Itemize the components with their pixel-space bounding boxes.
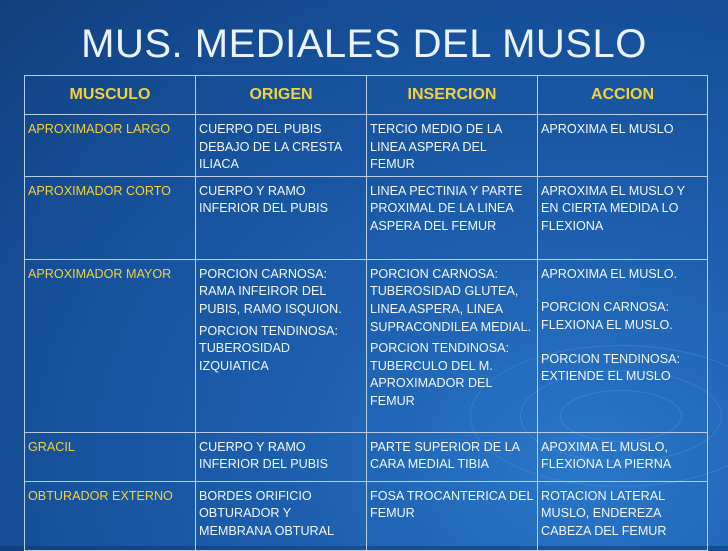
cell-text: CUERPO Y RAMO INFERIOR DEL PUBIS <box>199 439 328 472</box>
cell-musculo <box>25 176 196 259</box>
table-row <box>25 481 708 550</box>
cell-text: BORDES ORIFICIO OBTURADOR Y MEMBRANA OBTURAL <box>199 488 335 538</box>
cell-text: GRACIL <box>28 439 75 454</box>
cell-text: PORCION TENDINOSA: TUBERCULO DEL M. APROXIMADOR DEL FEMUR <box>370 341 510 408</box>
table-row <box>25 115 708 177</box>
table-row <box>25 259 708 432</box>
cell-text: LINEA PECTINIA Y PARTE PROXIMAL DE LA LINEA ASPERA DEL FEMUR <box>370 183 523 233</box>
cell-text: APROXIMA EL MUSLO <box>541 122 674 136</box>
cell-accion <box>538 432 708 481</box>
cell-text: APOXIMA EL MUSLO, FLEXIONA LA PIERNA <box>541 439 672 472</box>
cell-origen <box>196 259 367 432</box>
cell-insercion <box>367 259 538 432</box>
cell-accion <box>538 481 708 550</box>
cell-insercion <box>367 176 538 259</box>
header-accion: ACCION <box>538 76 708 115</box>
muscle-table <box>24 75 708 551</box>
cell-text: FOSA TROCANTERICA DEL FEMUR <box>370 488 534 521</box>
cell-text: APROXIMA EL MUSLO Y EN CIERTA MEDIDA LO FLEXIONA <box>541 183 685 233</box>
header-origen: ORIGEN <box>196 76 367 115</box>
cell-text: APROXIMADOR MAYOR <box>28 266 172 281</box>
cell-text: CUERPO DEL PUBIS DEBAJO DE LA CRESTA ILIACA <box>199 122 342 172</box>
cell-origen <box>196 115 367 177</box>
table-row <box>25 432 708 481</box>
cell-origen <box>196 481 367 550</box>
cell-text: APROXIMADOR CORTO <box>28 183 171 198</box>
cell-text: OBTURADOR EXTERNO <box>28 488 173 503</box>
cell-musculo <box>25 259 196 432</box>
cell-text: PORCION CARNOSA: FLEXIONA EL MUSLO. <box>541 300 673 332</box>
cell-insercion <box>367 115 538 177</box>
cell-text: PARTE SUPERIOR DE LA CARA MEDIAL TIBIA <box>370 439 520 472</box>
cell-text: PORCION TENDINOSA: EXTIENDE EL MUSLO <box>541 351 681 384</box>
cell-text: CUERPO Y RAMO INFERIOR DEL PUBIS <box>199 183 328 216</box>
cell-musculo <box>25 432 196 481</box>
cell-text: APROXIMADOR LARGO <box>28 122 171 136</box>
cell-origen <box>196 176 367 259</box>
cell-text: PORCION TENDINOSA: TUBEROSIDAD IZQUIATICA <box>199 323 339 373</box>
cell-accion <box>538 259 708 432</box>
cell-musculo <box>25 115 196 177</box>
cell-musculo <box>25 481 196 550</box>
header-musculo: MUSCULO <box>25 76 196 115</box>
table-row <box>25 176 708 259</box>
cell-text: PORCION CARNOSA: RAMA INFEIROR DEL PUBIS, RAMO ISQUION. <box>199 266 342 316</box>
header-insercion: INSERCION <box>367 76 538 115</box>
cell-text: TERCIO MEDIO DE LA LINEA ASPERA DEL FEMUR <box>370 122 502 172</box>
cell-insercion <box>367 432 538 481</box>
cell-text: ROTACION LATERAL MUSLO, ENDEREZA CABEZA DEL FEMUR <box>541 488 667 538</box>
header-row <box>25 76 708 115</box>
cell-origen <box>196 432 367 481</box>
cell-insercion <box>367 481 538 550</box>
cell-accion <box>538 115 708 177</box>
cell-text: APROXIMA EL MUSLO. <box>541 266 678 281</box>
cell-text: PORCION CARNOSA: TUBEROSIDAD GLUTEA, LINEA ASPERA, LINEA SUPRACONDILEA MEDIAL. <box>370 266 531 334</box>
cell-accion <box>538 176 708 259</box>
page-title: MUS. MEDIALES DEL MUSLO <box>81 22 647 66</box>
